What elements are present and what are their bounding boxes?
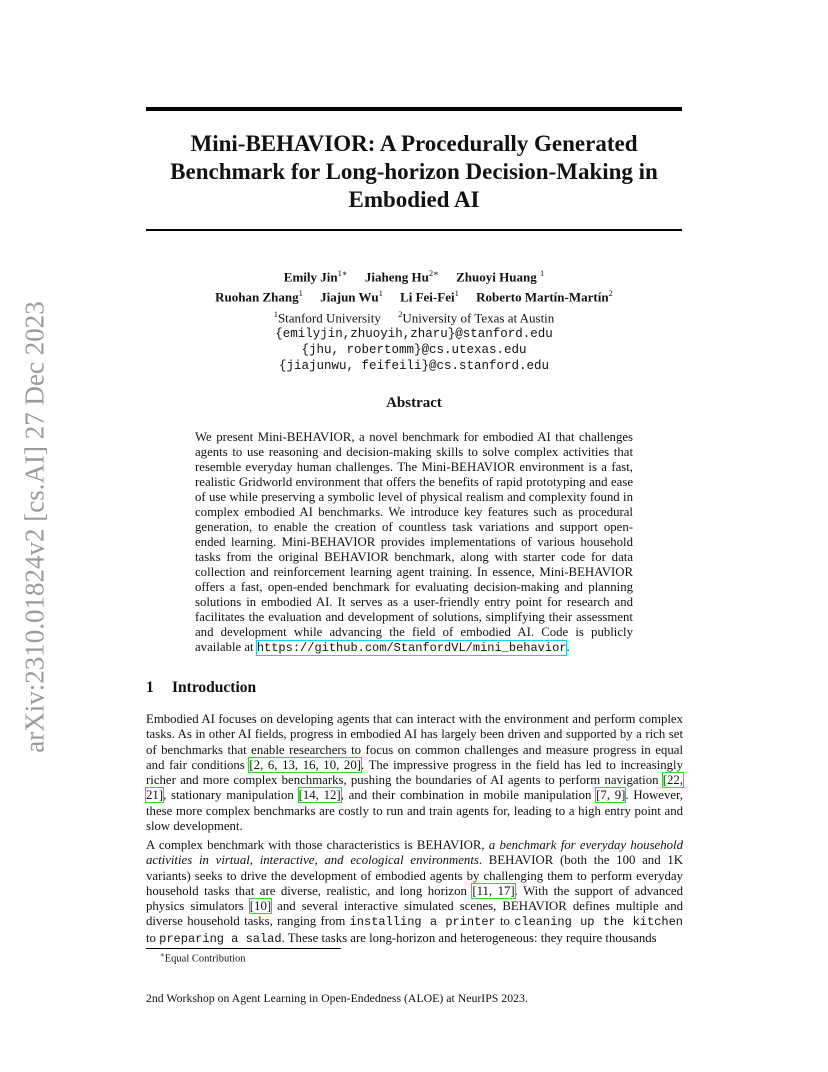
text-run: , stationary manipulation xyxy=(163,788,299,803)
abstract-end: . xyxy=(566,640,570,654)
abstract-heading: Abstract xyxy=(386,395,442,411)
author-affil-mark: 1∗ xyxy=(337,268,348,278)
section-heading xyxy=(146,679,256,697)
title-line-2: Benchmark for Long-horizon Decision-Making in xyxy=(170,159,658,184)
text-run: . BEHAVIOR (both the 100 and 1K variants) seeks to drive the development of embodied agents by challenging them to perform everyday household tasks that are diverse, realistic, and long horizon xyxy=(146,853,683,898)
affil-mark: 1 xyxy=(273,308,278,319)
text-run: , and their combination in mobile manipulation xyxy=(340,788,597,803)
paper-title xyxy=(146,130,682,214)
affiliation-1: Stanford University xyxy=(277,309,381,325)
text-run: . However, these more complex benchmarks are costly to run and train agents for, leading to a high entry point and slow development. xyxy=(146,788,684,834)
author-row-1 xyxy=(146,265,682,285)
email-line-2: {jhu, robertomm}@cs.utexas.edu xyxy=(301,342,527,357)
venue-note: 2nd Workshop on Agent Learning in Open-Endedness (ALOE) at NeurIPS 2023. xyxy=(146,991,528,1005)
author-affil-mark: 1 xyxy=(539,268,545,278)
section-number: 1 xyxy=(146,679,154,696)
footnote-text: Equal Contribution xyxy=(164,953,246,965)
text-run: Embodied AI focuses on developing agents that can interact with the environment and perform complex tasks. As in other AI fields, progress in embodied AI has largely been driven and supported by a rich set of benchmarks that enable researchers to focus on common challenges and measure progress in equal and fair conditions xyxy=(146,712,683,772)
footnote-rule xyxy=(146,948,341,949)
emphasis-text: a benchmark for everyday household activities in virtual, interactive, and ecological environments xyxy=(146,838,683,868)
author-name: Emily Jin xyxy=(283,269,338,285)
citation-link[interactable]: [10] xyxy=(249,899,272,914)
author-name: Jiajun Wu xyxy=(320,289,379,305)
title-line-3: Embodied AI xyxy=(348,187,480,212)
affiliations xyxy=(146,306,682,326)
citation-link[interactable]: [2, 6, 13, 16, 10, 20] xyxy=(249,757,361,772)
text-run: . These tasks are long-horizon and heterogeneous: they require thousands xyxy=(281,930,657,945)
author-affil-mark: 2 xyxy=(608,288,613,299)
text-run: to xyxy=(146,930,160,945)
title-line-1: Mini-BEHAVIOR: A Procedurally Generated xyxy=(190,131,638,156)
citation-link[interactable]: [7, 9] xyxy=(596,788,626,803)
text-run: . With the support of advanced physics simulators xyxy=(146,883,684,914)
author-row-2 xyxy=(146,285,682,305)
citation-link[interactable]: [11, 17] xyxy=(472,883,515,898)
title-bottom-rule xyxy=(146,229,682,231)
abstract-body xyxy=(195,430,633,656)
section-title: Introduction xyxy=(172,679,257,696)
text-run: A complex benchmark with those characteristics is BEHAVIOR, xyxy=(146,838,489,852)
citation-link[interactable]: [22, 21] xyxy=(146,773,683,803)
author-name: Li Fei-Fei xyxy=(400,289,455,305)
affiliation-2: University of Texas at Austin xyxy=(402,309,555,325)
citation-link[interactable]: [14, 12] xyxy=(298,788,341,803)
author-affil-mark: 1 xyxy=(454,288,459,299)
arxiv-id: arXiv:2310.01824v2 [cs.AI] 27 Dec 2023 xyxy=(19,301,50,753)
title-top-rule xyxy=(146,107,682,111)
author-affil-mark: 1 xyxy=(298,288,303,299)
task-name-code: installing a printer xyxy=(349,915,496,930)
abstract-text: We present Mini-BEHAVIOR, a novel benchmark for embodied AI that challenges agents to use reasoning and decision-making skills to solve complex activities that resemble everyday human challenges. The Mini-BEHAVIOR environment is a fast, realistic Gridworld environment that offers the benefits of rapid prototyping and ease of use while preserving a symbolic level of physical realism and complexity found in complex embodied AI benchmarks. We introduce key features such as procedural generation, to enable the creation of countless task variations and support open-ended learning. Mini-BEHAVIOR provides implementations of various household tasks from the original BEHAVIOR benchmark, along with starter code for data collection and reinforcement learning agent training. In essence, Mini-BEHAVIOR offers a fast, open-ended benchmark for evaluating decision-making and planning solutions in embodied AI. It serves as a user-friendly entry point for research and facilitates the evaluation and development of solutions, simplifying their assessment and development while advancing the field of embodied AI. Code is publicly available at xyxy=(195,430,633,654)
email-line-1: {emilyjin,zhuoyih,zharu}@stanford.edu xyxy=(275,326,553,341)
footnote-mark: ∗ xyxy=(160,951,165,959)
email-line-3: {jiajunwu, feifeili}@cs.stanford.edu xyxy=(278,358,550,373)
author-name: Jiaheng Hu xyxy=(364,269,429,285)
author-block xyxy=(146,265,682,374)
code-link[interactable]: https://github.com/StanfordVL/mini_behavior xyxy=(256,641,567,655)
affil-mark: 2 xyxy=(398,308,403,319)
author-affil-mark: 1 xyxy=(378,288,383,299)
author-name: Ruohan Zhang xyxy=(215,289,299,305)
author-name: Zhuoyi Huang xyxy=(456,269,537,285)
footnote xyxy=(160,951,246,965)
task-name-code: cleaning up the kitchen xyxy=(514,915,683,930)
text-run: . The impressive progress in the field has led to increasingly richer and more complex benchmarks, pushing the boundaries of AI agents to perform navigation xyxy=(146,757,684,788)
intro-paragraph-2 xyxy=(146,838,683,947)
author-name: Roberto Martín-Martín xyxy=(476,289,609,305)
intro-paragraph-1 xyxy=(146,712,683,834)
text-run: to xyxy=(495,914,515,929)
task-name-code: preparing a salad xyxy=(159,931,282,946)
author-affil-mark: 2∗ xyxy=(428,268,439,278)
text-run: and several interactive simulated scenes, BEHAVIOR defines multiple and diverse household tasks, ranging from xyxy=(146,899,684,929)
